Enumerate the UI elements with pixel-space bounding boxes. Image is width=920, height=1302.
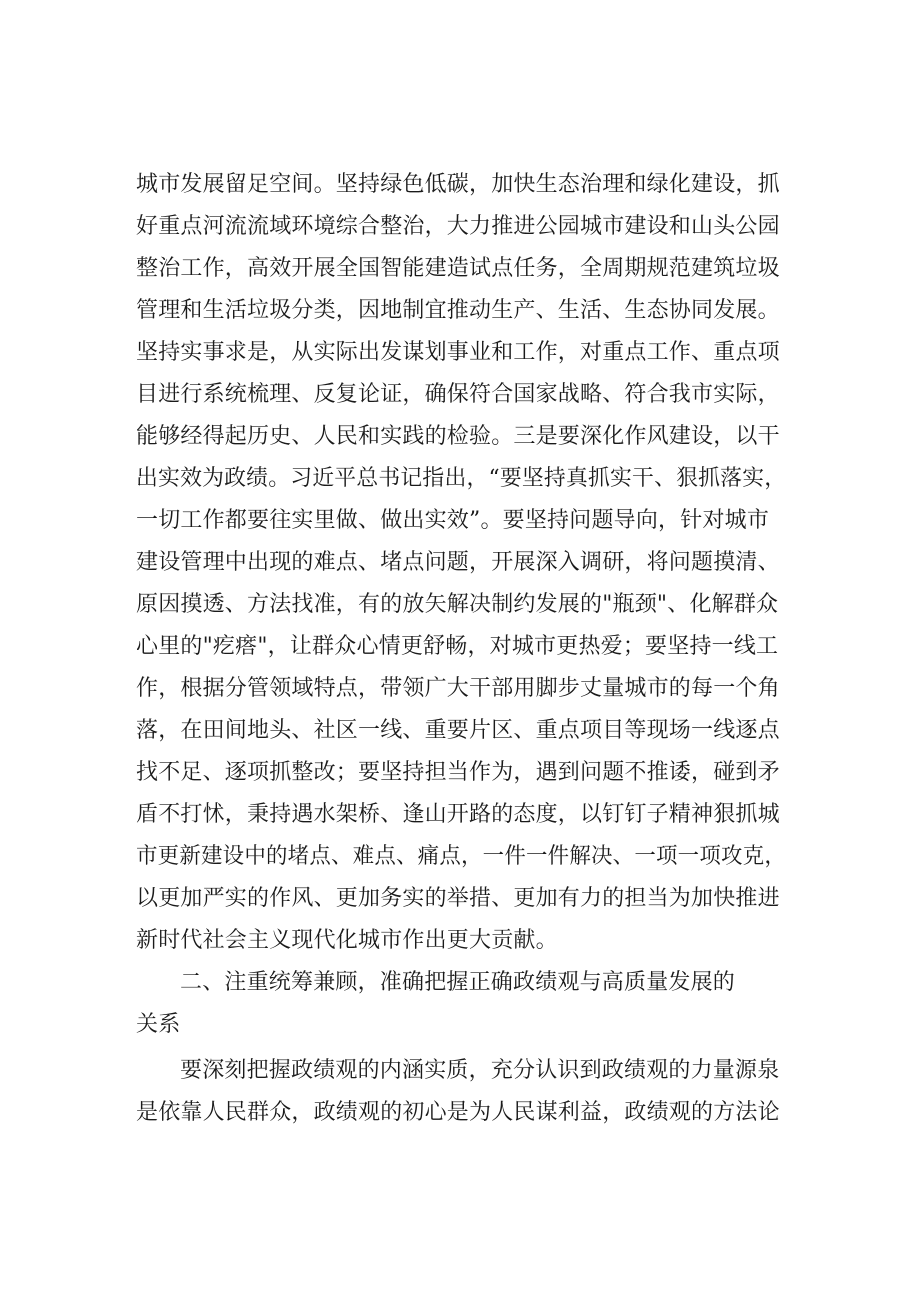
body-line-14: 落，在田间地头、社区一线、重要片区、重点项目等现场一线逐点 [136,718,780,743]
body-line-18: 以更加严实的作风、更加务实的举措、更加有力的担当为加快推进 [136,886,780,911]
body-line-19: 新时代社会主义现代化城市作出更大贡献。 [136,928,558,953]
body-line-5: 坚持实事求是，从实际出发谋划事业和工作，对重点工作、重点项 [136,340,780,365]
body-line-10: 建设管理中出现的难点、堵点问题，开展深入调研，将问题摸清、 [136,550,780,575]
body-line-21: 是依靠人民群众，政绩观的初心是为人民谋利益，政绩观的方法论 [136,1100,780,1125]
body-line-11: 原因摸透、方法找准，有的放矢解决制约发展的"瓶颈"、化解群众 [136,592,779,617]
body-line-9: 一切工作都要往实里做、做出实效”。要坚持问题导向，针对城市 [136,508,770,533]
body-line-17: 市更新建设中的堵点、难点、痛点，一件一件解决、一项一项攻克， [136,844,787,869]
body-line-3: 整治工作，高效开展全国智能建造试点任务，全周期规范建筑垃圾 [136,256,780,281]
body-line-1: 城市发展留足空间。坚持绿色低碳，加快生态治理和绿化建设，抓 [136,172,780,197]
body-line-12: 心里的"疙瘩"，让群众心情更舒畅，对城市更热爱；要坚持一线工 [136,634,779,659]
body-line-16: 盾不打怵，秉持遇水架桥、逢山开路的态度，以钉钉子精神狠抓城 [136,802,780,827]
body-line-6: 目进行系统梳理、反复论证，确保符合国家战略、符合我市实际， [136,382,780,407]
body-line-4: 管理和生活垃圾分类，因地制宜推动生产、生活、生态协同发展。 [136,298,780,323]
body-line-7: 能够经得起历史、人民和实践的检验。三是要深化作风建设，以干 [136,424,780,449]
body-line-15: 找不足、逐项抓整改；要坚持担当作为，遇到问题不推诿，碰到矛 [136,760,780,785]
body-line-8: 出实效为政绩。习近平总书记指出，“要坚持真抓实干、狠抓落实， [136,466,787,491]
body-line-2: 好重点河流流域环境综合整治，大力推进公园城市建设和山头公园 [136,214,780,239]
section-heading-line-1: 二、注重统筹兼顾，准确把握正确政绩观与高质量发展的 [180,970,736,995]
body-line-20: 要深刻把握政绩观的内涵实质，充分认识到政绩观的力量源泉 [180,1058,780,1083]
section-heading-line-2: 关系 [136,1012,181,1037]
body-line-13: 作，根据分管领域特点，带领广大干部用脚步丈量城市的每一个角 [136,676,780,701]
